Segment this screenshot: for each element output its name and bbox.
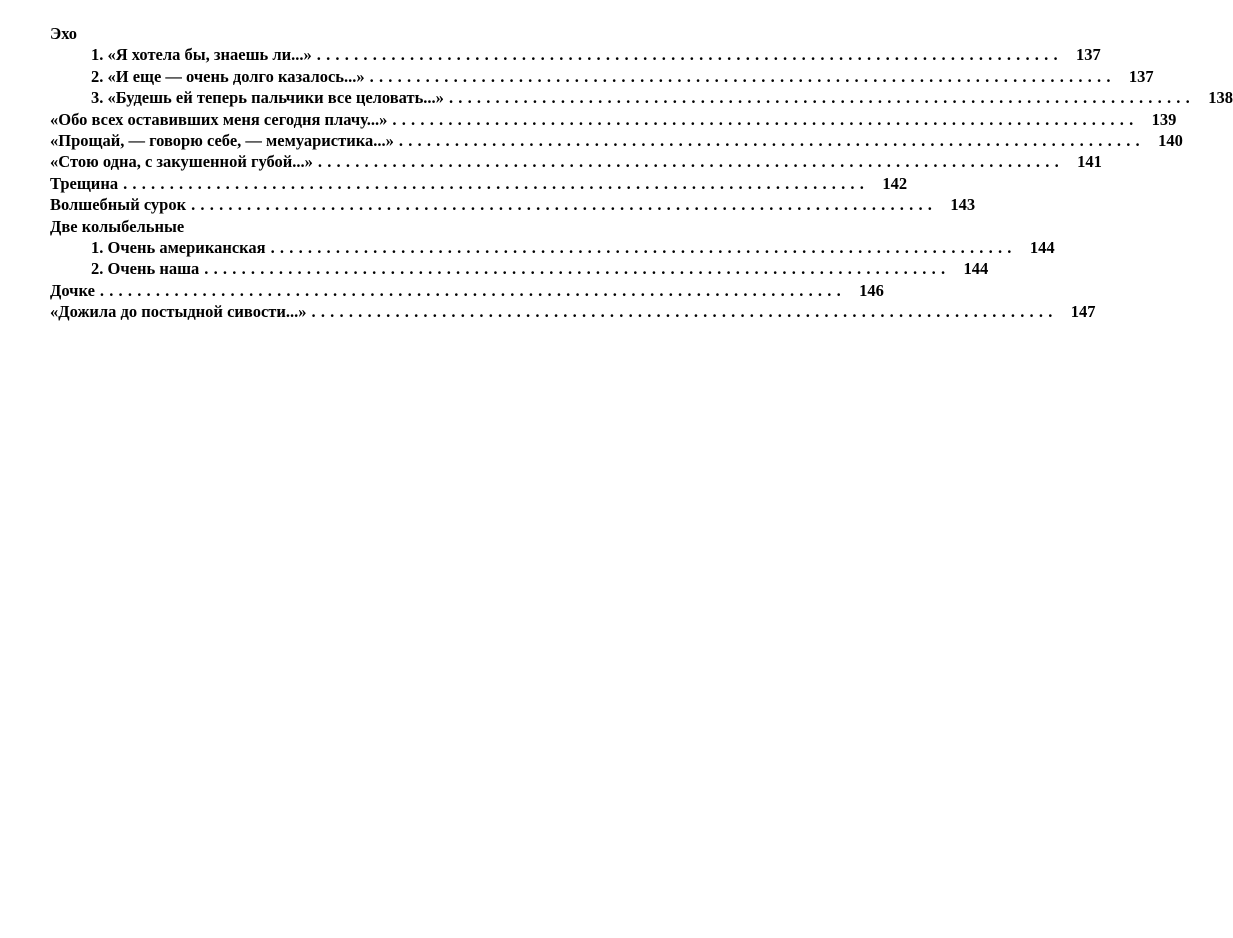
toc-entry-title: «Дожила до постыдной сивости...»: [50, 302, 307, 322]
toc-entry-title: 2. Очень наша: [91, 259, 200, 279]
toc-entry: [50, 87, 1233, 108]
toc-entry-page: 142: [882, 173, 908, 193]
dot-leader: ................................................................................: [311, 302, 1058, 322]
toc-entry-page: 146: [859, 280, 884, 300]
toc-entry: [50, 280, 884, 301]
dot-leader: ................................................................................: [270, 238, 1017, 258]
dot-leader: ................................................................................: [448, 88, 1195, 108]
toc-entry: [50, 258, 989, 279]
toc-entry-title: Волшебный сурок: [50, 195, 187, 215]
toc-entry: [50, 23, 575, 44]
toc-entry: [50, 301, 1096, 322]
dot-leader: ................................................................................: [316, 45, 1063, 65]
dot-leader: ................................................................................: [317, 152, 1064, 172]
toc-entry-page: 143: [950, 195, 976, 215]
toc-entry-title: Дочке: [50, 280, 95, 300]
toc-entry-title: Трещина: [50, 173, 119, 193]
toc-entry-title: «Прощай, — говорю себе, — мемуаристика...»: [50, 131, 394, 151]
toc-entry-title: Эхо: [50, 24, 78, 43]
toc-entry-title: 1. Очень американская: [91, 238, 266, 258]
dot-leader: ................................................................................: [392, 109, 1139, 129]
toc-entry: [50, 44, 1101, 65]
toc-entry-title: 1. «Я хотела бы, знаешь ли...»: [91, 45, 312, 65]
toc-entry-title: «Стою одна, с закушенной губой...»: [50, 152, 313, 172]
toc-entry-page: 144: [963, 259, 989, 279]
dot-leader: ................................................................................: [99, 280, 846, 300]
toc-entry: [50, 237, 1055, 258]
toc-entry-page: 139: [1151, 109, 1177, 129]
toc-entry: [50, 151, 1102, 172]
toc-entry-page: 144: [1029, 238, 1055, 258]
toc-entry-title: Две колыбельные: [50, 216, 185, 236]
dot-leader: ................................................................................: [398, 131, 1145, 151]
toc-entry-title: 2. «И еще — очень долго казалось...»: [91, 66, 365, 86]
dot-leader: ................................................................................: [123, 173, 870, 193]
toc-entry-page: 137: [1076, 45, 1101, 65]
dot-leader: ................................................................................: [191, 195, 938, 215]
toc-entry: [50, 109, 1177, 130]
table-of-contents: [50, 23, 1233, 323]
toc-entry-page: 140: [1158, 131, 1183, 151]
toc-entry-page: 138: [1208, 88, 1233, 108]
toc-entry-title: 3. «Будешь ей теперь пальчики все целовать...»: [91, 88, 444, 108]
dot-leader: ................................................................................: [369, 66, 1116, 86]
toc-entry: [50, 194, 976, 215]
toc-entry: [50, 216, 575, 237]
toc-entry-title: «Обо всех оставивших меня сегодня плачу...»: [50, 109, 388, 129]
toc-entry: [50, 130, 1183, 151]
toc-entry-page: 137: [1128, 66, 1154, 86]
toc-entry-page: 147: [1070, 302, 1096, 322]
dot-leader: ................................................................................: [204, 259, 951, 279]
toc-entry-page: 141: [1077, 152, 1102, 172]
toc-entry: [50, 173, 908, 194]
toc-entry: [50, 66, 1154, 87]
